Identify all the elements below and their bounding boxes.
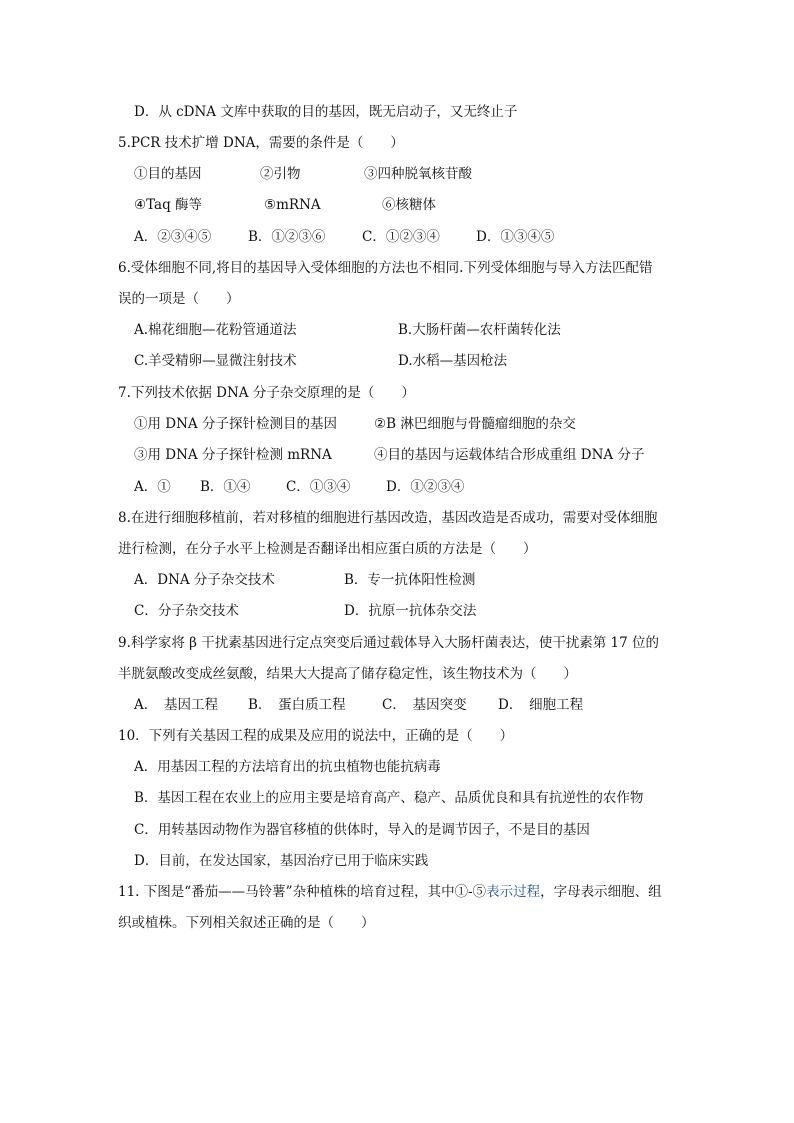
q10-option-a: A．用基因工程的方法培育出的抗虫植物也能抗病毒 xyxy=(134,759,441,775)
q6-options-row1 xyxy=(134,320,561,340)
q11-stem-part3: ，字母表示细胞、组 xyxy=(540,884,662,900)
q8-option-b: B．专一抗体阳性检测 xyxy=(344,572,476,588)
q10-stem: 10．下列有关基因工程的成果及应用的说法中，正确的是（ ） xyxy=(118,728,514,744)
q8-option-d: D．抗原一抗体杂交法 xyxy=(344,603,477,619)
q6-option-d: D.水稻—基因枪法 xyxy=(398,353,508,369)
q9-option-a: A． 基因工程 xyxy=(134,697,218,713)
q8-option-a: A．DNA 分子杂交技术 xyxy=(134,572,275,588)
q8-option-c: C．分子杂交技术 xyxy=(134,603,239,619)
q7-option-c: C．①③④ xyxy=(286,479,351,495)
q7-items-row1 xyxy=(134,414,576,434)
q4-option-d: D．从 cDNA 文库中获取的目的基因，既无启动子，又无终止子 xyxy=(134,104,518,120)
q7-item-1: ①用 DNA 分子探针检测目的基因 xyxy=(134,416,337,432)
q7-options xyxy=(134,477,464,497)
q8-options-row1 xyxy=(134,570,475,590)
q9-stem-line1: 9.科学家将 β 干扰素基因进行定点突变后通过载体导入大肠杆菌表达，使干扰素第 17 位的 xyxy=(118,635,660,651)
q9-options xyxy=(134,695,583,715)
q8-stem-line1: 8.在进行细胞移植前，若对移植的细胞进行基因改造，基因改造是否成功，需要对受体细胞 xyxy=(118,510,658,526)
q11-stem-line2: 织或植株。下列相关叙述正确的是（ ） xyxy=(118,915,375,931)
q6-stem-line2: 误的一项是（ ） xyxy=(118,291,240,307)
q5-option-d: D．①③④⑤ xyxy=(476,229,555,245)
q7-stem: 7.下列技术依据 DNA 分子杂交原理的是（ ） xyxy=(118,385,415,401)
q5-items-row1 xyxy=(134,164,472,184)
q5-items-row2 xyxy=(134,195,436,215)
q6-option-a: A.棉花细胞—花粉管通道法 xyxy=(134,322,297,338)
q9-option-c: C． 基因突变 xyxy=(382,697,467,713)
q8-stem-line2: 进行检测，在分子水平上检测是否翻译出相应蛋白质的方法是（ ） xyxy=(118,541,537,557)
q5-item-4: ④Taq 酶等 xyxy=(134,197,203,213)
q7-option-d: D．①②③④ xyxy=(386,479,465,495)
q6-option-c: C.羊受精卵—显微注射技术 xyxy=(134,353,297,369)
q7-item-2: ②B 淋巴细胞与骨髓瘤细胞的杂交 xyxy=(374,416,576,432)
q6-options-row2 xyxy=(134,351,507,371)
q5-option-b: B．①②③⑥ xyxy=(248,229,326,245)
q6-stem-line1: 6.受体细胞不同,将目的基因导入受体细胞的方法也不相同.下列受体细胞与导入方法匹配错 xyxy=(118,260,653,276)
q5-item-2: ②引物 xyxy=(260,166,301,182)
q8-options-row2 xyxy=(134,601,476,621)
q7-item-3: ③用 DNA 分子探针检测 mRNA xyxy=(134,447,332,463)
q5-item-3: ③四种脱氧核苷酸 xyxy=(364,166,472,182)
q10-option-c: C．用转基因动物作为器官移植的供体时，导入的是调节因子，不是目的基因 xyxy=(134,822,590,838)
q7-option-b: B．①④ xyxy=(200,479,251,495)
q5-item-1: ①目的基因 xyxy=(134,166,202,182)
q7-items-row2 xyxy=(134,445,644,465)
q10-option-d: D．目前，在发达国家，基因治疗已用于临床实践 xyxy=(134,853,429,869)
q5-item-5: ⑤mRNA xyxy=(264,197,321,213)
q5-stem: 5.PCR 技术扩增 DNA，需要的条件是（ ） xyxy=(118,135,404,151)
q5-options xyxy=(134,227,554,247)
q11-stem-line1 xyxy=(118,882,662,902)
q10-option-b: B．基因工程在农业上的应用主要是培育高产、稳产、品质优良和具有抗逆性的农作物 xyxy=(134,790,644,806)
q5-option-a: A．②③④⑤ xyxy=(134,229,212,245)
q11-stem-part2: 表示过程 xyxy=(486,884,541,900)
q5-option-c: C．①②③④ xyxy=(362,229,440,245)
q9-option-d: D． 细胞工程 xyxy=(498,697,584,713)
q9-option-b: B． 蛋白质工程 xyxy=(248,697,346,713)
q11-stem-part1: 11. 下图是“番茄——马铃薯”杂种植株的培育过程，其中①-⑤ xyxy=(118,884,487,900)
q7-option-a: A．① xyxy=(134,479,171,495)
q9-stem-line2: 半胱氨酸改变成丝氨酸，结果大大提高了储存稳定性，该生物技术为（ ） xyxy=(118,666,577,682)
q7-item-4: ④目的基因与运载体结合形成重组 DNA 分子 xyxy=(374,447,645,463)
q6-option-b: B.大肠杆菌—农杆菌转化法 xyxy=(398,322,561,338)
q5-item-6: ⑥核糖体 xyxy=(382,197,436,213)
